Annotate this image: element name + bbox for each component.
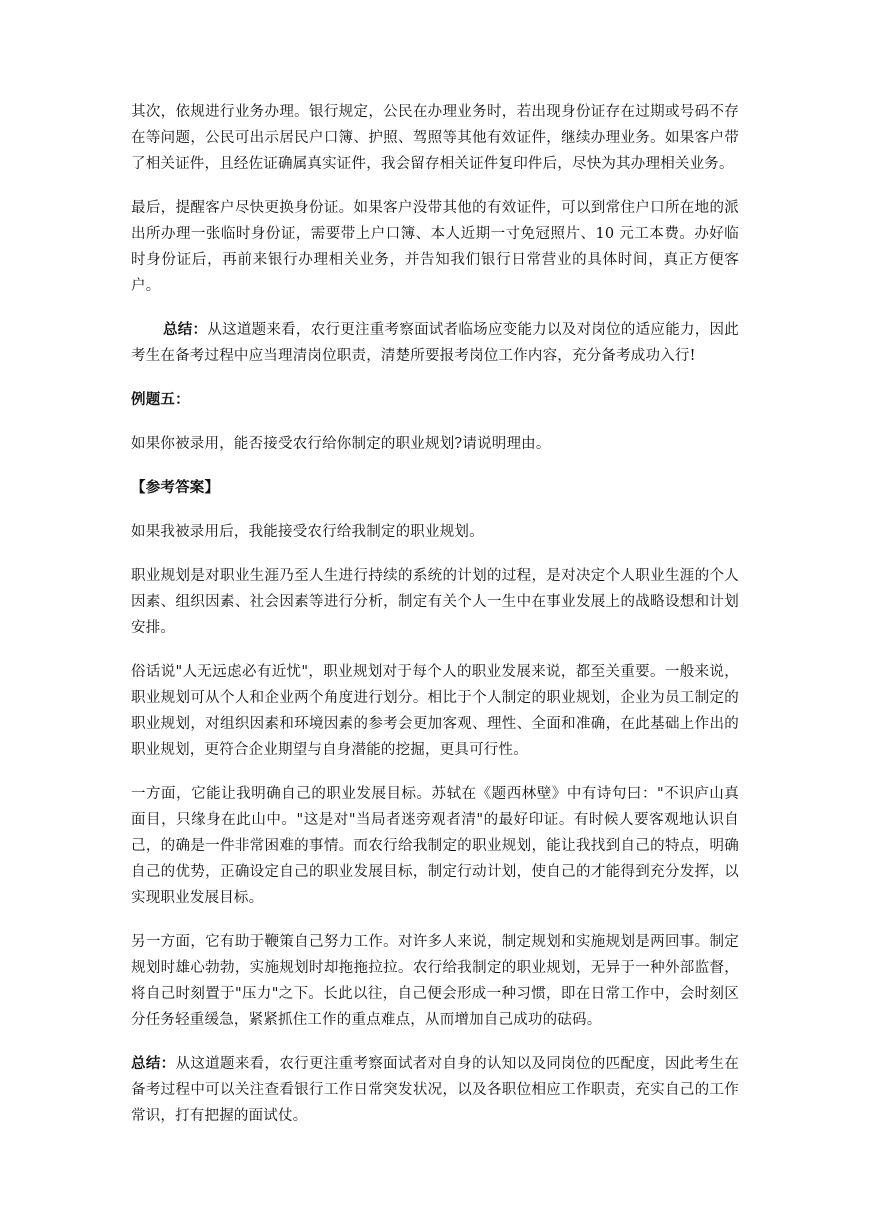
- answer-paragraph-5: 另一方面，它有助于鞭策自己努力工作。对许多人来说，制定规划和实施规划是两回事。制定规划时雄心勃勃，实施规划时却拖拖拉拉。农行给我制定的职业规划，无异于一种外部监督，将自己时刻置于"压力"之下。长此以往，自己便会形成一种习惯，即在日常工作中，会时刻区分任务轻重缓急，紧紧抓住工作的重点难点，从而增加自己成功的砝码。: [131, 934, 739, 1028]
- answer-paragraph-4: 一方面，它能让我明确自己的职业发展目标。苏轼在《题西林壁》中有诗句曰："不识庐山真面目，只缘身在此山中。"这是对"当局者迷旁观者清"的最好印证。有时候人要客观地认识自己，的确是一件非常困难的事情。而农行给我制定的职业规划，能让我找到自己的特点，明确自己的优势，正确设定自己的职业发展目标，制定行动计划，使自己的才能得到充分发挥，以实现职业发展目标。: [131, 786, 739, 906]
- answer-paragraph-1: 如果我被录用后，我能接受农行给我制定的职业规划。: [131, 524, 484, 540]
- answer-paragraph-2: 职业规划是对职业生涯乃至人生进行持续的系统的计划的过程，是对决定个人职业生涯的个人因素、组织因素、社会因素等进行分析，制定有关个人一生中在事业发展上的战略设想和计划安排。: [131, 568, 739, 636]
- document-page: [131, 99, 739, 1147]
- summary-text: 从这道题来看，农行更注重考察面试者对自身的认知以及同岗位的匹配度，因此考生在备考过程中可以关注查看银行工作日常突发状况，以及各职位相应工作职责，充实自己的工作常识，打有把握的面试仗。: [131, 1056, 739, 1124]
- example-heading: 例题五：: [131, 392, 190, 408]
- paragraph-handling-business: 其次，依规进行业务办理。银行规定，公民在办理业务时，若出现身份证存在过期或号码不存在等问题，公民可出示居民户口簿、护照、驾照等其他有效证件，继续办理业务。如果客户带了相关证件，且经佐证确属真实证件，我会留存相关证件复印件后，尽快为其办理相关业务。: [131, 104, 739, 172]
- summary-label: 总结：: [163, 322, 208, 338]
- paragraph-remind-id-renewal: 最后，提醒客户尽快更换身份证。如果客户没带其他的有效证件，可以到常住户口所在地的派出所办理一张临时身份证，需要带上户口簿、本人近期一寸免冠照片、10 元工本费。办好临时身份证后，再前来银行办理相关业务，并告知我们银行日常营业的具体时间，真正方便客户。: [131, 200, 739, 294]
- answer-paragraph-3: 俗话说"人无远虑必有近忧"，职业规划对于每个人的职业发展来说，都至关重要。一般来说，职业规划可从个人和企业两个角度进行划分。相比于个人制定的职业规划，企业为员工制定的职业规划，对组织因素和环境因素的参考会更加客观、理性、全面和准确，在此基础上作出的职业规划，更符合企业期望与自身潜能的挖掘，更具可行性。: [131, 664, 739, 758]
- summary-label: 总结：: [131, 1056, 176, 1072]
- summary-paragraph-2: [131, 1051, 739, 1129]
- reference-answer-heading: 【参考答案】: [131, 480, 220, 496]
- summary-paragraph-1: [131, 317, 739, 369]
- question-text: 如果你被录用，能否接受农行给你制定的职业规划?请说明理由。: [131, 436, 551, 452]
- summary-text: 从这道题来看，农行更注重考察面试者临场应变能力以及对岗位的适应能力，因此考生在备考过程中应当理清岗位职责，清楚所要报考岗位工作内容，充分备考成功入行!: [131, 322, 739, 364]
